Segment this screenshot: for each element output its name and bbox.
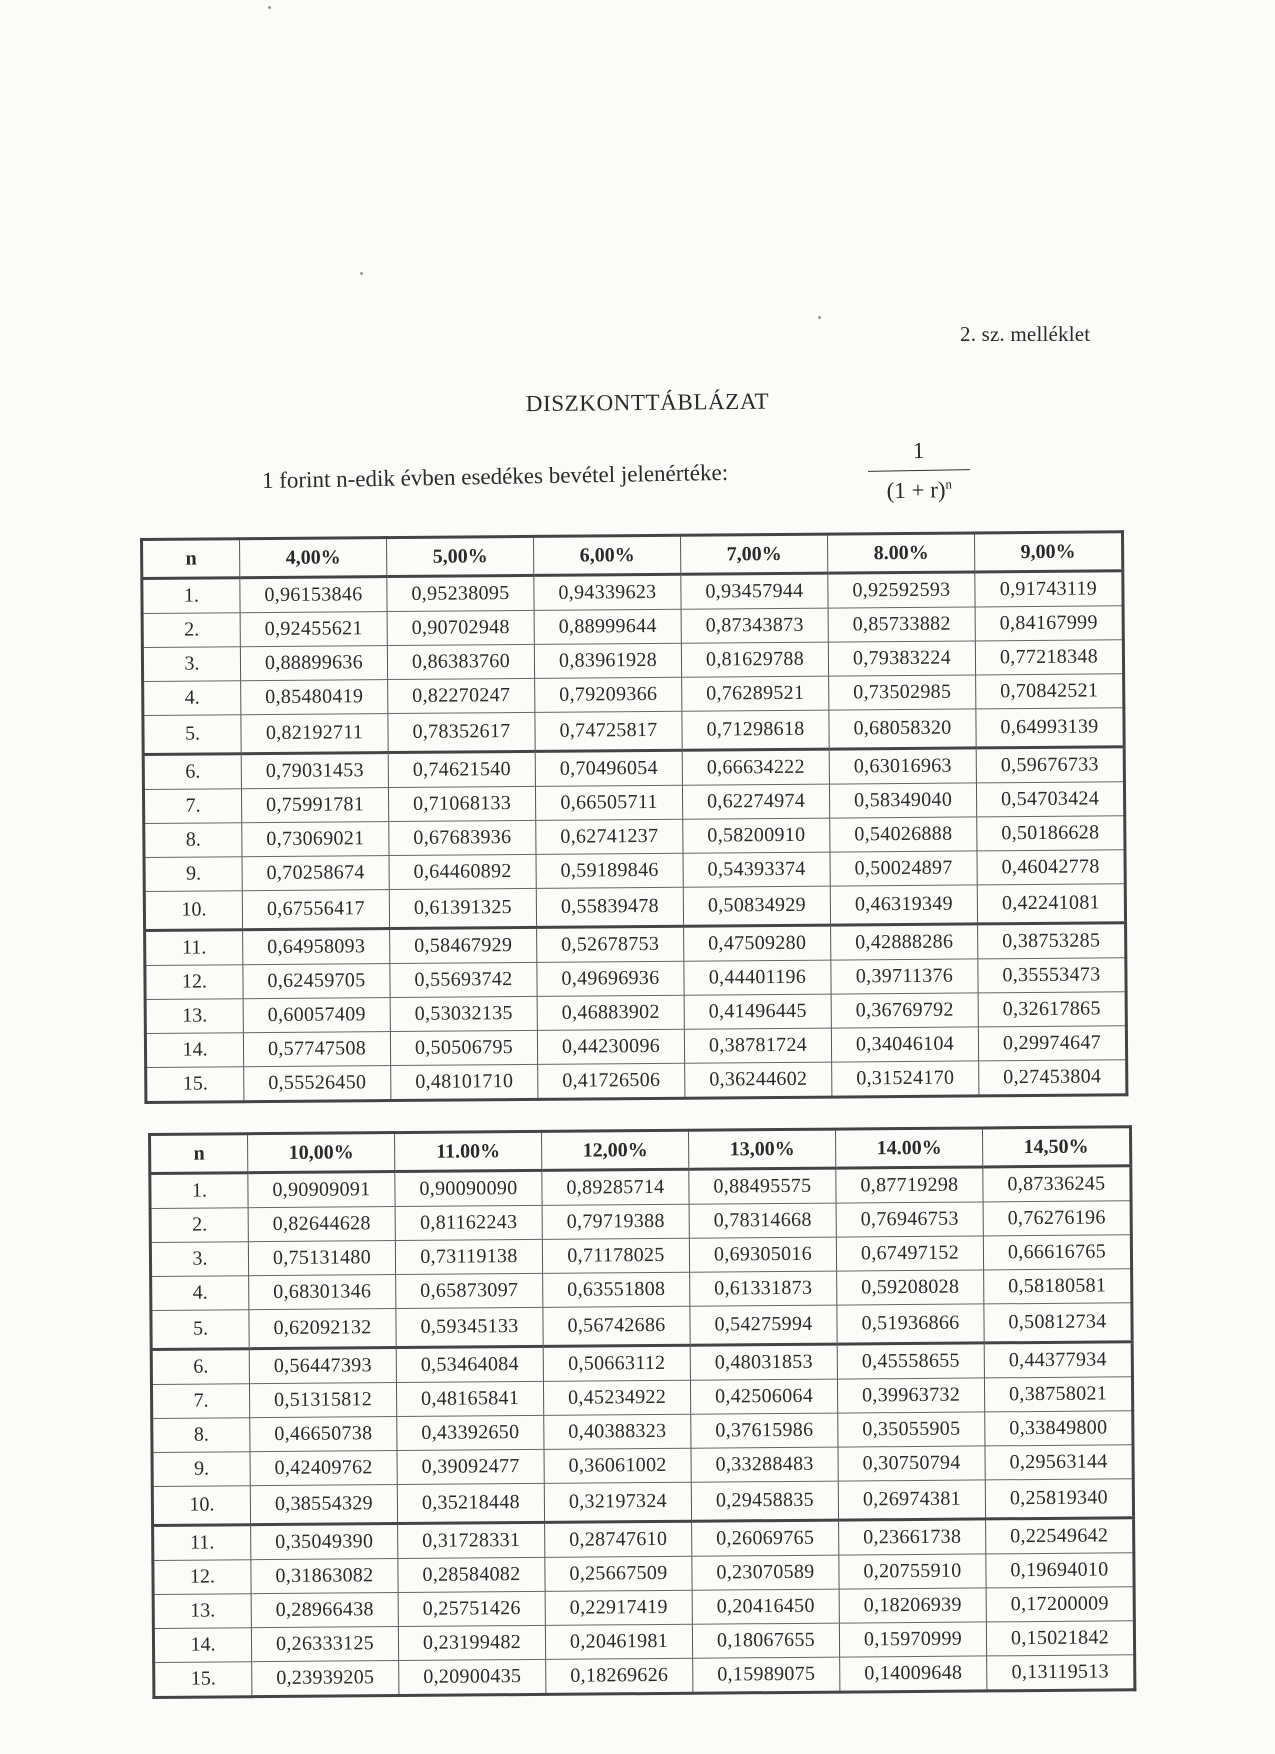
row-year-cell: 9. bbox=[144, 857, 242, 892]
discount-factor-cell: 0,48165841 bbox=[396, 1381, 543, 1416]
discount-factor-cell: 0,95238095 bbox=[387, 575, 534, 611]
discount-factor-cell: 0,71298618 bbox=[682, 710, 829, 750]
discount-factor-cell: 0,45558655 bbox=[837, 1343, 984, 1379]
row-year-cell: 9. bbox=[152, 1452, 250, 1487]
discount-factor-cell: 0,20755910 bbox=[839, 1554, 986, 1589]
discount-table-1 bbox=[140, 530, 1128, 1104]
page-subtitle: 1 forint n-edik évben esedékes bevétel jelenértéke: bbox=[261, 459, 729, 493]
discount-factor-cell: 0,25751426 bbox=[398, 1591, 545, 1626]
discount-factor-cell: 0,92592593 bbox=[828, 572, 975, 608]
discount-factor-cell: 0,22917419 bbox=[545, 1590, 692, 1625]
discount-factor-cell: 0,76276196 bbox=[983, 1201, 1131, 1236]
discount-factor-cell: 0,85733882 bbox=[828, 607, 975, 642]
discount-factor-cell: 0,25819340 bbox=[985, 1479, 1133, 1519]
discount-factor-cell: 0,77218348 bbox=[975, 640, 1123, 675]
discount-factor-cell: 0,31524170 bbox=[832, 1061, 979, 1097]
row-year-cell: 5. bbox=[151, 1310, 249, 1350]
row-year-cell: 14. bbox=[145, 1033, 243, 1068]
discount-factor-cell: 0,62092132 bbox=[249, 1309, 396, 1349]
column-header-rate: 13,00% bbox=[688, 1129, 835, 1169]
discount-factor-cell: 0,23199482 bbox=[398, 1625, 545, 1660]
discount-factor-cell: 0,54275994 bbox=[690, 1305, 837, 1345]
row-year-cell: 11. bbox=[153, 1525, 251, 1561]
discount-factor-cell: 0,50186628 bbox=[977, 816, 1125, 851]
discount-factor-cell: 0,42409762 bbox=[250, 1451, 397, 1486]
discount-factor-cell: 0,86383760 bbox=[387, 644, 534, 679]
row-year-cell: 3. bbox=[142, 647, 240, 682]
discount-factor-cell: 0,87343873 bbox=[681, 608, 828, 643]
page-title: DISZKONTTÁBLÁZAT bbox=[525, 388, 770, 417]
discount-factor-cell: 0,39092477 bbox=[397, 1449, 544, 1484]
discount-factor-cell: 0,71178025 bbox=[542, 1238, 689, 1273]
discount-factor-cell: 0,31863082 bbox=[251, 1559, 398, 1594]
discount-table-2 bbox=[148, 1125, 1136, 1699]
row-year-cell: 1. bbox=[150, 1173, 248, 1209]
discount-factor-cell: 0,38753285 bbox=[978, 923, 1126, 959]
row-year-cell: 7. bbox=[143, 789, 241, 824]
discount-factor-cell: 0,59676733 bbox=[976, 747, 1124, 783]
column-header-rate: 10,00% bbox=[248, 1133, 395, 1173]
discount-factor-cell: 0,65873097 bbox=[396, 1273, 543, 1308]
discount-factor-cell: 0,47509280 bbox=[684, 925, 831, 961]
column-header-rate: 14.00% bbox=[835, 1128, 982, 1168]
discount-factor-cell: 0,67497152 bbox=[836, 1236, 983, 1271]
discount-factor-cell: 0,39963732 bbox=[837, 1378, 984, 1413]
scan-speck bbox=[268, 6, 271, 9]
discount-factor-cell: 0,56447393 bbox=[249, 1348, 396, 1384]
discount-factor-cell: 0,28584082 bbox=[398, 1557, 545, 1592]
discount-factor-cell: 0,42506064 bbox=[690, 1379, 837, 1414]
discount-factor-cell: 0,53032135 bbox=[390, 996, 537, 1031]
discount-factor-cell: 0,15021842 bbox=[986, 1621, 1134, 1656]
discount-factor-cell: 0,29563144 bbox=[985, 1445, 1133, 1480]
discount-factor-cell: 0,60057409 bbox=[243, 998, 390, 1033]
discount-factor-cell: 0,25667509 bbox=[545, 1556, 692, 1591]
discount-factor-cell: 0,59345133 bbox=[396, 1307, 543, 1347]
discount-factor-cell: 0,19694010 bbox=[986, 1553, 1134, 1588]
discount-factor-cell: 0,41496445 bbox=[684, 994, 831, 1029]
discount-factor-cell: 0,64958093 bbox=[243, 929, 390, 965]
discount-factor-cell: 0,50506795 bbox=[390, 1030, 537, 1065]
row-year-cell: 4. bbox=[151, 1276, 249, 1311]
discount-factor-cell: 0,23939205 bbox=[252, 1661, 399, 1697]
discount-factor-cell: 0,82270247 bbox=[388, 678, 535, 713]
formula-exponent: n bbox=[945, 476, 953, 492]
discount-factor-cell: 0,91743119 bbox=[975, 571, 1123, 607]
table-row bbox=[154, 1655, 1135, 1698]
discount-factor-cell: 0,15989075 bbox=[693, 1657, 840, 1693]
discount-factor-cell: 0,90909091 bbox=[248, 1172, 395, 1208]
discount-factor-cell: 0,58180581 bbox=[984, 1269, 1132, 1304]
discount-factor-cell: 0,23070589 bbox=[692, 1555, 839, 1590]
discount-factor-cell: 0,88495575 bbox=[689, 1168, 836, 1204]
column-header-n: n bbox=[150, 1134, 248, 1174]
formula-base: (1 + r) bbox=[886, 477, 946, 504]
column-header-rate: 9,00% bbox=[974, 532, 1122, 572]
discount-factor-cell: 0,55526450 bbox=[244, 1066, 391, 1102]
discount-factor-cell: 0,48101710 bbox=[391, 1064, 538, 1100]
discount-factor-cell: 0,28747610 bbox=[545, 1521, 692, 1557]
discount-factor-cell: 0,61331873 bbox=[690, 1271, 837, 1306]
discount-factor-cell: 0,35049390 bbox=[251, 1524, 398, 1560]
row-year-cell: 2. bbox=[150, 1208, 248, 1243]
discount-factor-cell: 0,31728331 bbox=[398, 1522, 545, 1558]
column-header-rate: 14,50% bbox=[982, 1127, 1130, 1167]
discount-factor-cell: 0,33849800 bbox=[985, 1411, 1133, 1446]
discount-factor-cell: 0,93457944 bbox=[681, 573, 828, 609]
column-header-rate: 7,00% bbox=[680, 534, 827, 574]
discount-factor-cell: 0,37615986 bbox=[691, 1413, 838, 1448]
column-header-rate: 11.00% bbox=[395, 1131, 542, 1171]
discount-factor-cell: 0,46650738 bbox=[250, 1417, 397, 1452]
row-year-cell: 12. bbox=[153, 1560, 251, 1595]
discount-factor-cell: 0,73119138 bbox=[395, 1239, 542, 1274]
discount-factor-cell: 0,70842521 bbox=[976, 674, 1124, 709]
discount-factor-cell: 0,38554329 bbox=[250, 1485, 397, 1525]
discount-factor-cell: 0,78352617 bbox=[388, 712, 535, 752]
discount-factor-cell: 0,94339623 bbox=[534, 574, 681, 610]
row-year-cell: 13. bbox=[153, 1594, 251, 1629]
row-year-cell: 8. bbox=[152, 1418, 250, 1453]
discount-factor-cell: 0,79209366 bbox=[535, 677, 682, 712]
column-header-rate: 5,00% bbox=[387, 536, 534, 576]
discount-factor-cell: 0,55839478 bbox=[536, 887, 683, 927]
discount-factor-cell: 0,75131480 bbox=[248, 1241, 395, 1276]
column-header-rate: 8.00% bbox=[827, 533, 974, 573]
discount-factor-cell: 0,42241081 bbox=[977, 884, 1125, 924]
discount-factor-cell: 0,92455621 bbox=[240, 612, 387, 647]
discount-factor-cell: 0,50834929 bbox=[683, 886, 830, 926]
discount-factor-cell: 0,41726506 bbox=[538, 1063, 685, 1099]
discount-factor-cell: 0,33288483 bbox=[691, 1447, 838, 1482]
discount-factor-cell: 0,36244602 bbox=[685, 1062, 832, 1098]
annex-label: 2. sz. melléklet bbox=[960, 322, 1091, 346]
discount-factor-cell: 0,73502985 bbox=[829, 675, 976, 710]
discount-factor-cell: 0,75991781 bbox=[241, 788, 388, 823]
discount-factor-cell: 0,32197324 bbox=[544, 1482, 691, 1522]
row-year-cell: 1. bbox=[142, 578, 240, 614]
discount-factor-cell: 0,55693742 bbox=[390, 962, 537, 997]
discount-factor-cell: 0,18067655 bbox=[692, 1623, 839, 1658]
row-year-cell: 10. bbox=[144, 891, 242, 931]
discount-factor-cell: 0,62741237 bbox=[536, 819, 683, 854]
discount-factor-cell: 0,88999644 bbox=[534, 609, 681, 644]
discount-factor-cell: 0,20900435 bbox=[399, 1659, 546, 1695]
discount-factor-cell: 0,27453804 bbox=[979, 1060, 1127, 1096]
discount-factor-cell: 0,58200910 bbox=[683, 818, 830, 853]
row-year-cell: 13. bbox=[145, 999, 243, 1034]
formula-numerator: 1 bbox=[867, 437, 970, 472]
discount-factor-cell: 0,58467929 bbox=[390, 927, 537, 963]
discount-factor-cell: 0,51936866 bbox=[837, 1304, 984, 1344]
discount-factor-cell: 0,63551808 bbox=[543, 1272, 690, 1307]
row-year-cell: 8. bbox=[144, 823, 242, 858]
discount-factor-cell: 0,54703424 bbox=[976, 782, 1124, 817]
discount-factor-cell: 0,18269626 bbox=[546, 1658, 693, 1694]
discount-factor-cell: 0,48031853 bbox=[690, 1344, 837, 1380]
discount-factor-cell: 0,76946753 bbox=[836, 1202, 983, 1237]
discount-factor-cell: 0,26333125 bbox=[251, 1627, 398, 1662]
discount-factor-cell: 0,30750794 bbox=[838, 1446, 985, 1481]
discount-factor-cell: 0,35553473 bbox=[978, 958, 1126, 993]
row-year-cell: 6. bbox=[143, 754, 241, 790]
discount-factor-cell: 0,14009648 bbox=[840, 1656, 987, 1692]
discount-factor-cell: 0,64993139 bbox=[976, 708, 1124, 748]
discount-factor-cell: 0,87719298 bbox=[836, 1167, 983, 1203]
discount-formula bbox=[857, 437, 980, 505]
discount-factor-cell: 0,13119513 bbox=[987, 1655, 1135, 1691]
discount-factor-cell: 0,67683936 bbox=[389, 820, 536, 855]
discount-factor-cell: 0,23661738 bbox=[839, 1519, 986, 1555]
discount-factor-cell: 0,28966438 bbox=[251, 1593, 398, 1628]
formula-denominator bbox=[858, 470, 981, 505]
discount-factor-cell: 0,50812734 bbox=[984, 1303, 1132, 1343]
discount-factor-cell: 0,17200009 bbox=[986, 1587, 1134, 1622]
discount-factor-cell: 0,63016963 bbox=[829, 748, 976, 784]
discount-factor-cell: 0,64460892 bbox=[389, 854, 536, 889]
discount-factor-cell: 0,46883902 bbox=[537, 995, 684, 1030]
discount-factor-cell: 0,73069021 bbox=[242, 822, 389, 857]
discount-factor-cell: 0,84167999 bbox=[975, 606, 1123, 641]
discount-factor-cell: 0,20461981 bbox=[545, 1624, 692, 1659]
discount-factor-cell: 0,89285714 bbox=[542, 1169, 689, 1205]
scan-speck bbox=[360, 272, 363, 275]
row-year-cell: 11. bbox=[145, 930, 243, 966]
discount-factor-cell: 0,82192711 bbox=[241, 714, 388, 754]
discount-factor-cell: 0,74725817 bbox=[535, 711, 682, 751]
scan-speck bbox=[818, 316, 821, 319]
discount-factor-cell: 0,71068133 bbox=[388, 786, 535, 821]
discount-factor-cell: 0,59189846 bbox=[536, 853, 683, 888]
discount-factor-cell: 0,85480419 bbox=[241, 680, 388, 715]
discount-factor-cell: 0,79031453 bbox=[241, 753, 388, 789]
discount-factor-cell: 0,20416450 bbox=[692, 1589, 839, 1624]
discount-factor-cell: 0,51315812 bbox=[249, 1383, 396, 1418]
discount-factor-cell: 0,90090090 bbox=[395, 1170, 542, 1206]
discount-factor-cell: 0,88899636 bbox=[240, 646, 387, 681]
discount-factor-cell: 0,70496054 bbox=[535, 750, 682, 786]
discount-factor-cell: 0,53464084 bbox=[396, 1346, 543, 1382]
discount-factor-cell: 0,44401196 bbox=[684, 960, 831, 995]
row-year-cell: 3. bbox=[150, 1242, 248, 1277]
discount-factor-cell: 0,26974381 bbox=[838, 1480, 985, 1520]
discount-factor-cell: 0,39711376 bbox=[831, 959, 978, 994]
discount-factor-cell: 0,90702948 bbox=[387, 610, 534, 645]
discount-factor-cell: 0,42888286 bbox=[831, 924, 978, 960]
discount-factor-cell: 0,29458835 bbox=[691, 1481, 838, 1521]
row-year-cell: 5. bbox=[143, 715, 241, 755]
discount-factor-cell: 0,36061002 bbox=[544, 1448, 691, 1483]
row-year-cell: 6. bbox=[151, 1349, 249, 1385]
discount-factor-cell: 0,35055905 bbox=[838, 1412, 985, 1447]
discount-factor-cell: 0,57747508 bbox=[243, 1032, 390, 1067]
discount-factor-cell: 0,87336245 bbox=[983, 1166, 1131, 1202]
discount-factor-cell: 0,66505711 bbox=[535, 785, 682, 820]
discount-factor-cell: 0,38758021 bbox=[984, 1377, 1132, 1412]
discount-factor-cell: 0,46319349 bbox=[830, 885, 977, 925]
discount-factor-cell: 0,50024897 bbox=[830, 851, 977, 886]
discount-factor-cell: 0,58349040 bbox=[829, 783, 976, 818]
discount-factor-cell: 0,82644628 bbox=[248, 1207, 395, 1242]
discount-factor-cell: 0,32617865 bbox=[978, 992, 1126, 1027]
discount-factor-cell: 0,45234922 bbox=[543, 1380, 690, 1415]
row-year-cell: 10. bbox=[152, 1486, 250, 1526]
discount-factor-cell: 0,62274974 bbox=[682, 784, 829, 819]
discount-factor-cell: 0,50663112 bbox=[543, 1345, 690, 1381]
discount-factor-cell: 0,81629788 bbox=[681, 642, 828, 677]
discount-factor-cell: 0,66616765 bbox=[983, 1235, 1131, 1270]
row-year-cell: 4. bbox=[143, 681, 241, 716]
discount-factor-cell: 0,59208028 bbox=[837, 1270, 984, 1305]
row-year-cell: 12. bbox=[145, 965, 243, 1000]
discount-factor-cell: 0,79719388 bbox=[542, 1204, 689, 1239]
discount-factor-cell: 0,54393374 bbox=[683, 852, 830, 887]
column-header-rate: 4,00% bbox=[240, 538, 387, 578]
discount-factor-cell: 0,74621540 bbox=[388, 751, 535, 787]
discount-factor-cell: 0,69305016 bbox=[689, 1237, 836, 1272]
discount-factor-cell: 0,83961928 bbox=[534, 643, 681, 678]
discount-factor-cell: 0,68301346 bbox=[249, 1275, 396, 1310]
discount-factor-cell: 0,78314668 bbox=[689, 1203, 836, 1238]
discount-factor-cell: 0,54026888 bbox=[830, 817, 977, 852]
discount-factor-cell: 0,76289521 bbox=[682, 676, 829, 711]
row-year-cell: 2. bbox=[142, 613, 240, 648]
discount-factor-cell: 0,40388323 bbox=[544, 1414, 691, 1449]
discount-factor-cell: 0,34046104 bbox=[831, 1027, 978, 1062]
discount-factor-cell: 0,26069765 bbox=[692, 1520, 839, 1556]
discount-factor-cell: 0,81162243 bbox=[395, 1205, 542, 1240]
discount-factor-cell: 0,22549642 bbox=[986, 1518, 1134, 1554]
discount-factor-cell: 0,66634222 bbox=[682, 749, 829, 785]
discount-factor-cell: 0,61391325 bbox=[389, 888, 536, 928]
row-year-cell: 14. bbox=[153, 1628, 251, 1663]
discount-factor-cell: 0,36769792 bbox=[831, 993, 978, 1028]
discount-factor-cell: 0,46042778 bbox=[977, 850, 1125, 885]
discount-factor-cell: 0,38781724 bbox=[684, 1028, 831, 1063]
row-year-cell: 7. bbox=[151, 1384, 249, 1419]
discount-factor-cell: 0,35218448 bbox=[397, 1483, 544, 1523]
discount-factor-cell: 0,18206939 bbox=[839, 1588, 986, 1623]
row-year-cell: 15. bbox=[146, 1067, 244, 1103]
column-header-rate: 6,00% bbox=[533, 535, 680, 575]
discount-factor-cell: 0,52678753 bbox=[537, 926, 684, 962]
discount-factor-cell: 0,43392650 bbox=[397, 1415, 544, 1450]
discount-factor-cell: 0,44230096 bbox=[537, 1029, 684, 1064]
column-header-n: n bbox=[142, 539, 240, 579]
discount-factor-cell: 0,68058320 bbox=[829, 709, 976, 749]
discount-factor-cell: 0,44377934 bbox=[984, 1342, 1132, 1378]
discount-factor-cell: 0,96153846 bbox=[240, 577, 387, 613]
discount-factor-cell: 0,56742686 bbox=[543, 1306, 690, 1346]
table-row bbox=[146, 1060, 1127, 1103]
discount-factor-cell: 0,70258674 bbox=[242, 856, 389, 891]
discount-factor-cell: 0,67556417 bbox=[242, 890, 389, 930]
discount-factor-cell: 0,29974647 bbox=[978, 1026, 1126, 1061]
row-year-cell: 15. bbox=[154, 1662, 252, 1698]
discount-factor-cell: 0,49696936 bbox=[537, 961, 684, 996]
discount-factor-cell: 0,15970999 bbox=[839, 1622, 986, 1657]
discount-factor-cell: 0,79383224 bbox=[828, 641, 975, 676]
discount-factor-cell: 0,62459705 bbox=[243, 964, 390, 999]
column-header-rate: 12,00% bbox=[541, 1130, 688, 1170]
